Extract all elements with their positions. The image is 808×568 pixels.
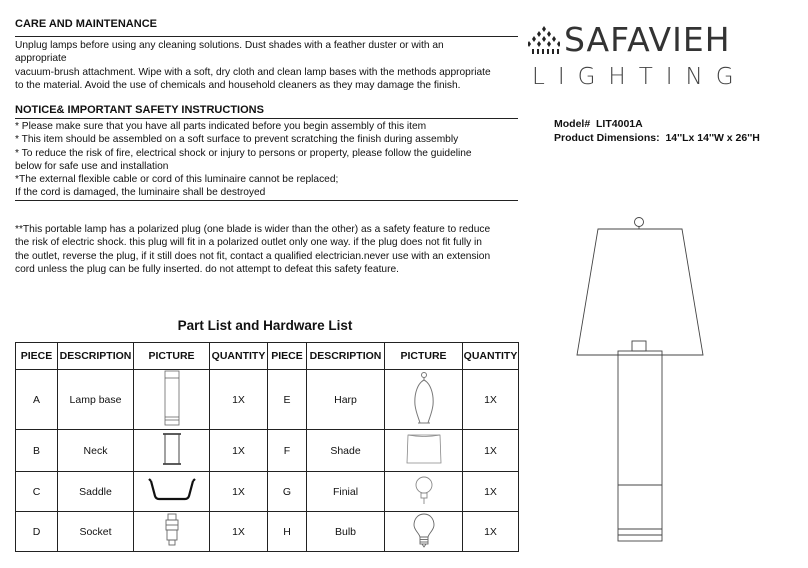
column-header: DESCRIPTION: [58, 343, 134, 370]
table-header-row: [16, 343, 519, 370]
dimensions-label: Product Dimensions:: [554, 131, 660, 144]
care-heading: CARE AND MAINTENANCE: [15, 18, 157, 30]
care-text: [15, 39, 491, 92]
brand-name: SAFAVIEH: [564, 20, 731, 59]
column-header: QUANTITY: [210, 343, 268, 370]
piece-cell: D: [16, 512, 58, 552]
picture-cell: [385, 512, 463, 552]
notice-line: *The external flexible cable or cord of this luminaire cannot be replaced;: [15, 174, 339, 186]
description-cell: Finial: [307, 472, 385, 512]
notice-line: * To reduce the risk of fire, electrical shock or injury to persons or property, please follow the guideline: [15, 147, 472, 159]
model-info: [554, 118, 760, 145]
notice-heading: NOTICE& IMPORTANT SAFETY INSTRUCTIONS: [15, 104, 264, 116]
notice-rule: [15, 118, 518, 119]
chandelier-icon: [528, 26, 560, 54]
column-header: PIECE: [268, 343, 307, 370]
quantity-cell: 1X: [463, 370, 519, 430]
polarized-line: the risk of electric shock. this plug will fit in a polarized outlet only one way. if the plug does not fit fully in: [15, 237, 482, 249]
notice-line: If the cord is damaged, the luminaire shall be destroyed: [15, 187, 266, 199]
quantity-cell: 1X: [210, 370, 268, 430]
description-cell: Harp: [307, 370, 385, 430]
lamp-illustration: [570, 210, 720, 560]
column-header: DESCRIPTION: [307, 343, 385, 370]
column-header: PICTURE: [134, 343, 210, 370]
quantity-cell: 1X: [210, 430, 268, 472]
parts-table: [15, 342, 519, 552]
polarized-line: the outlet, reverse the plug, if it still does not fit, contact a qualified electrician.never use with an extension: [15, 250, 491, 262]
quantity-cell: 1X: [463, 512, 519, 552]
column-header: QUANTITY: [463, 343, 519, 370]
table-row: [16, 430, 519, 472]
picture-cell: [134, 430, 210, 472]
lamp-base-icon: [162, 370, 182, 426]
polarized-line: cord unless the plug can be fully inserted. do not attempt to defeat this safety feature.: [15, 263, 399, 275]
description-cell: Shade: [307, 430, 385, 472]
picture-cell: [385, 472, 463, 512]
description-cell: Bulb: [307, 512, 385, 552]
notice-line: * This item should be assembled on a soft surface to prevent scratching the finish during assembly: [15, 134, 459, 146]
brand-sub: LIGHTING: [532, 64, 747, 90]
notice-line: below for safe use and installation: [15, 160, 169, 172]
dimensions-value: 14''Lx 14''W x 26''H: [665, 131, 760, 144]
picture-cell: [134, 512, 210, 552]
description-cell: Lamp base: [58, 370, 134, 430]
piece-cell: G: [268, 472, 307, 512]
picture-cell: [385, 430, 463, 472]
notice-text: [15, 120, 472, 200]
notice-bottom-rule: [15, 200, 518, 201]
piece-cell: A: [16, 370, 58, 430]
finial-icon: [411, 474, 437, 506]
brand-logo: [526, 22, 796, 92]
quantity-cell: 1X: [210, 512, 268, 552]
parts-list-title: Part List and Hardware List: [177, 318, 353, 333]
table-row: [16, 472, 519, 512]
neck-icon: [160, 432, 184, 466]
description-cell: Socket: [58, 512, 134, 552]
socket-icon: [162, 513, 182, 547]
saddle-icon: [148, 477, 196, 503]
piece-cell: C: [16, 472, 58, 512]
bulb-icon: [412, 512, 436, 548]
picture-cell: [134, 370, 210, 430]
quantity-cell: 1X: [463, 430, 519, 472]
care-line: appropriate: [15, 53, 67, 65]
model-value: LIT4001A: [596, 118, 643, 130]
polarized-line: **This portable lamp has a polarized plug (one blade is wider than the other) as a safety feature to reduce: [15, 224, 491, 235]
description-cell: Saddle: [58, 472, 134, 512]
quantity-cell: 1X: [210, 472, 268, 512]
notice-line: * Please make sure that you have all parts indicated before you begin assembly of this item: [15, 121, 427, 132]
piece-cell: H: [268, 512, 307, 552]
piece-cell: E: [268, 370, 307, 430]
shade-icon: [404, 431, 444, 467]
polarized-text: [15, 223, 490, 276]
table-row: [16, 370, 519, 430]
description-cell: Neck: [58, 430, 134, 472]
model-label: Model#: [554, 118, 591, 130]
care-line: Unplug lamps before using any cleaning solutions. Dust shades with a feather duster or with an: [15, 40, 444, 51]
column-header: PICTURE: [385, 343, 463, 370]
care-line: to the material. Avoid the use of chemicals and household cleaners as they may damage the finish.: [15, 79, 461, 91]
picture-cell: [134, 472, 210, 512]
column-header: PIECE: [16, 343, 58, 370]
piece-cell: F: [268, 430, 307, 472]
piece-cell: B: [16, 430, 58, 472]
quantity-cell: 1X: [463, 472, 519, 512]
care-line: vacuum-brush attachment. Wipe with a soft, dry cloth and clean lamp bases with the methods appropriate: [15, 66, 491, 78]
table-row: [16, 512, 519, 552]
picture-cell: [385, 370, 463, 430]
care-rule: [15, 36, 518, 37]
harp-icon: [409, 371, 439, 425]
